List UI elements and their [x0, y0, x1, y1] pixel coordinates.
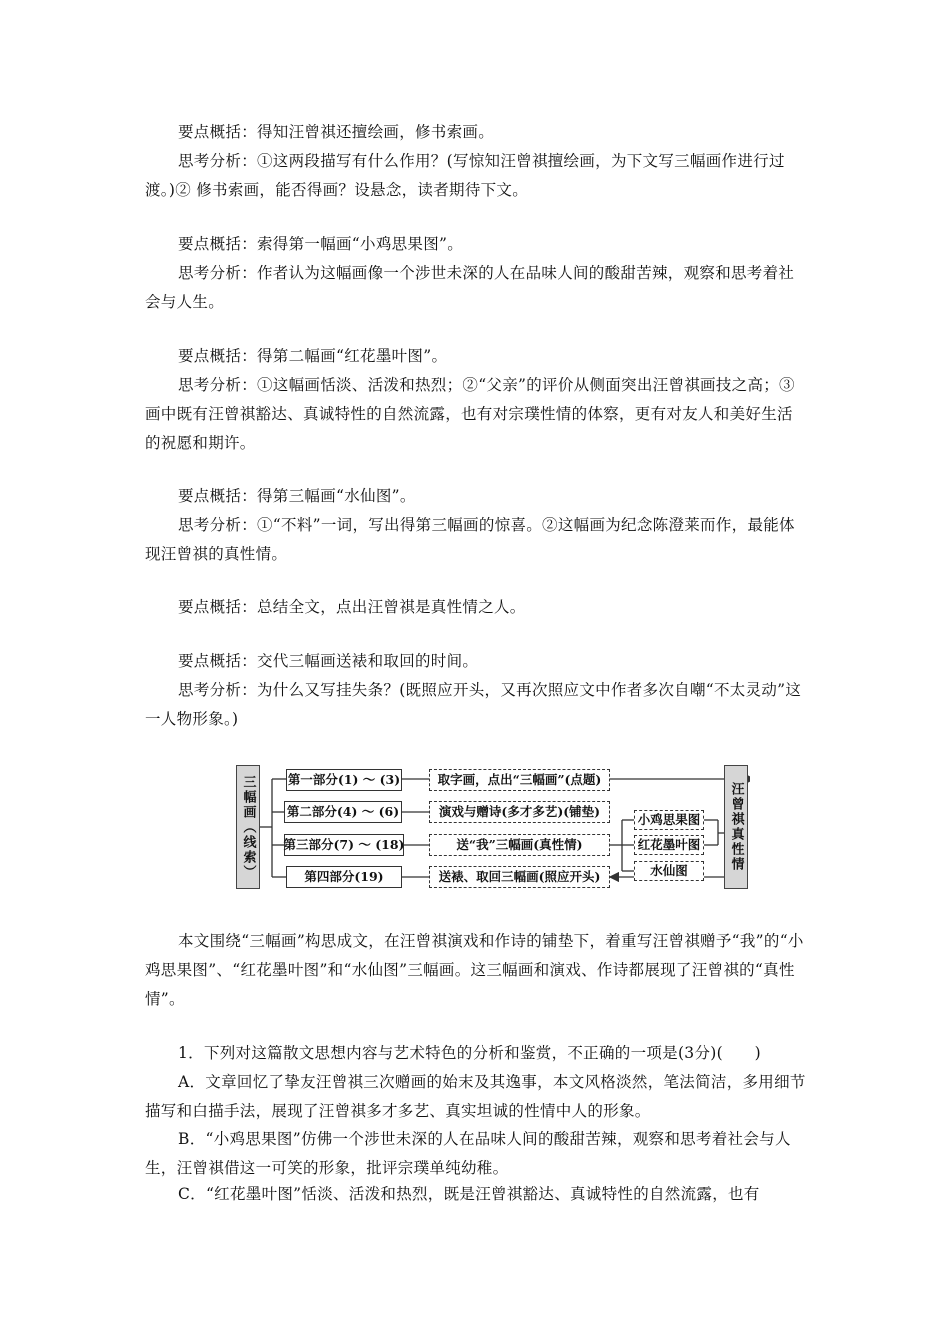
painting-1-box: 小鸡思果图 — [634, 810, 704, 830]
part-1-box: 第一部分(1) ～ (3) — [286, 769, 402, 791]
part-3-box: 第三部分(7) ～ (18) — [284, 834, 404, 856]
option-b: B．“小鸡思果图”仿佛一个涉世未深的人在品味人间的酸甜苦辣，观察和思考着社会与人生，汪曾祺借这一可笑的形象，批评宗璞单纯幼稚。 — [145, 1130, 791, 1177]
note-3-box: 送“我”三幅画(真性情) — [429, 834, 610, 856]
analysis-6: 思考分析：为什么又写挂失条？(既照应开头，又再次照应文中作者多次自嘲“不太灵动”这一人物形象。) — [145, 681, 802, 728]
analysis-3: 思考分析：①这幅画恬淡、活泼和热烈；②“父亲”的评价从侧面突出汪曾祺画技之高；③画中既有汪曾祺豁达、真诚特性的自然流露，也有对宗璞性情的体察，更有对友人和美好生活的祝愿和期许。 — [145, 376, 795, 452]
summary-point-6: 要点概括：交代三幅画送裱和取回的时间。 — [178, 652, 479, 670]
note-2-box: 演戏与赠诗(多才多艺)(铺垫) — [429, 801, 610, 823]
right-bar-true-nature: 汪曾祺真性情 — [724, 765, 748, 889]
painting-2-box: 红花墨叶图 — [634, 835, 704, 855]
left-bar-three-paintings: 三幅画（线索） — [236, 765, 260, 889]
structure-diagram — [232, 765, 750, 893]
summary-point-1: 要点概括：得知汪曾祺还擅绘画，修书索画。 — [178, 123, 495, 141]
note-4-box: 送裱、取回三幅画(照应开头) — [429, 866, 610, 888]
analysis-1: 思考分析：①这两段描写有什么作用？(写惊知汪曾祺擅绘画，为下文写三幅画作进行过渡。)② 修书索画，能否得画？设悬念，读者期待下文。 — [145, 152, 785, 199]
note-1-box: 取字画，点出“三幅画”(点题) — [429, 769, 610, 791]
option-c: C．“红花墨叶图”恬淡、活泼和热烈，既是汪曾祺豁达、真诚特性的自然流露，也有 — [178, 1185, 760, 1203]
summary-paragraph: 本文围绕“三幅画”构思成文，在汪曾祺演戏和作诗的铺垫下，着重写汪曾祺赠予“我”的“小鸡思果图”、“红花墨叶图”和“水仙图”三幅画。这三幅画和演戏、作诗都展现了汪曾祺的“真性情”。 — [145, 932, 804, 1008]
question-stem: 1．下列对这篇散文思想内容与艺术特色的分析和鉴赏，不正确的一项是(3分)( ) — [178, 1044, 761, 1062]
painting-3-box: 水仙图 — [634, 861, 704, 881]
summary-point-5: 要点概括：总结全文，点出汪曾祺是真性情之人。 — [178, 598, 526, 616]
summary-point-2: 要点概括：索得第一幅画“小鸡思果图”。 — [178, 235, 464, 253]
analysis-2: 思考分析：作者认为这幅画像一个涉世未深的人在品味人间的酸甜苦辣，观察和思考着社会与人生。 — [145, 264, 795, 311]
summary-point-4: 要点概括：得第三幅画“水仙图”。 — [178, 487, 416, 505]
analysis-4: 思考分析：①“不料”一词，写出得第三幅画的惊喜。②这幅画为纪念陈澄莱而作，最能体现汪曾祺的真性情。 — [145, 516, 795, 563]
part-2-box: 第二部分(4) ～ (6) — [284, 801, 402, 823]
part-4-box: 第四部分(19) — [286, 866, 402, 888]
summary-point-3: 要点概括：得第二幅画“红花墨叶图”。 — [178, 347, 448, 365]
option-a: A．文章回忆了挚友汪曾祺三次赠画的始末及其逸事，本文风格淡然，笔法简洁，多用细节描写和白描手法，展现了汪曾祺多才多艺、真实坦诚的性情中人的形象。 — [145, 1073, 806, 1120]
